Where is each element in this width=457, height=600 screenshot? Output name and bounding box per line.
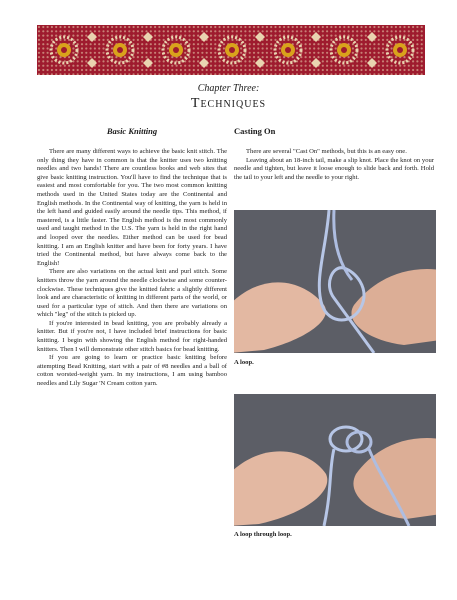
chapter-label: Chapter Three: [197,83,260,94]
paragraph: There are many different ways to achieve the basic knit stitch. The only thing they have in common is that the knitter uses two knitting needles and two hands! There are countless books and web sites that give basic knitting instruction. You'll have to find the technique that is easiest and most comfortable for you. The two most common knitting methods used in the United States today are the Continental and English methods. In the Continental way of knitting, the yarn is held in the left hand and guided easily around the needle tips. This method, if mastered, is a little faster. The English method is the most commonly used and taught method in the U.S. The yarn is held in the right hand and looped over the needles. Either method can be used for bead knitting. I am an English knitter and have been for forty years. I have tried the Continental method, but have always come back to the English! [37,148,227,267]
right-column [234,126,434,182]
section-heading-casting-on: Casting On [234,126,276,136]
paragraph: If you're interested in bead knitting, you are probably already a knitter. But if you're not, I have included brief instructions for basic knitting. I begin with showing the English method for right-handed knitters. Then I will demonstrate other stitch basics for bead knitting. [37,319,227,353]
section-heading-basic-knitting: Basic Knitting [106,126,158,136]
chapter-title: Techniques [190,96,267,111]
photo-caption: A loop through loop. [234,531,292,538]
paragraph: There are several "Cast On" methods, but this is an easy one. [246,148,407,155]
photo-hands-loop [234,210,436,353]
photo-hands-loop-through-loop [234,394,436,526]
left-column [37,126,227,389]
photo-caption: A loop. [234,359,254,366]
paragraph: Leaving about an 18-inch tail, make a slip knot. Place the knot on your needle and tighten, but leave it loose enough to slide back and forth. Hold the tail to your left and the needle to your right. [234,156,434,181]
paragraph: If you are going to learn or practice basic knitting before attempting Bead Knitting, start with a pair of #8 needles and a ball of cotton worsted-weight yarn. In my instructions, I am using bamboo needles and Lily Sugar 'N Cream cotton yarn. [37,354,227,388]
bead-pattern-graphic [37,25,425,75]
paragraph: There are also variations on the actual knit and purl stitch. Some knitters throw the yarn around the needle clockwise and some counter-clockwise. These techniques give the knitted fabric a slightly different look and are characteristic of knitting in different parts of the world, or used for a particular type of stitch. And then there are variations on which "leg" of the stitch is picked up. [37,268,227,319]
decorative-beaded-banner [37,25,425,75]
